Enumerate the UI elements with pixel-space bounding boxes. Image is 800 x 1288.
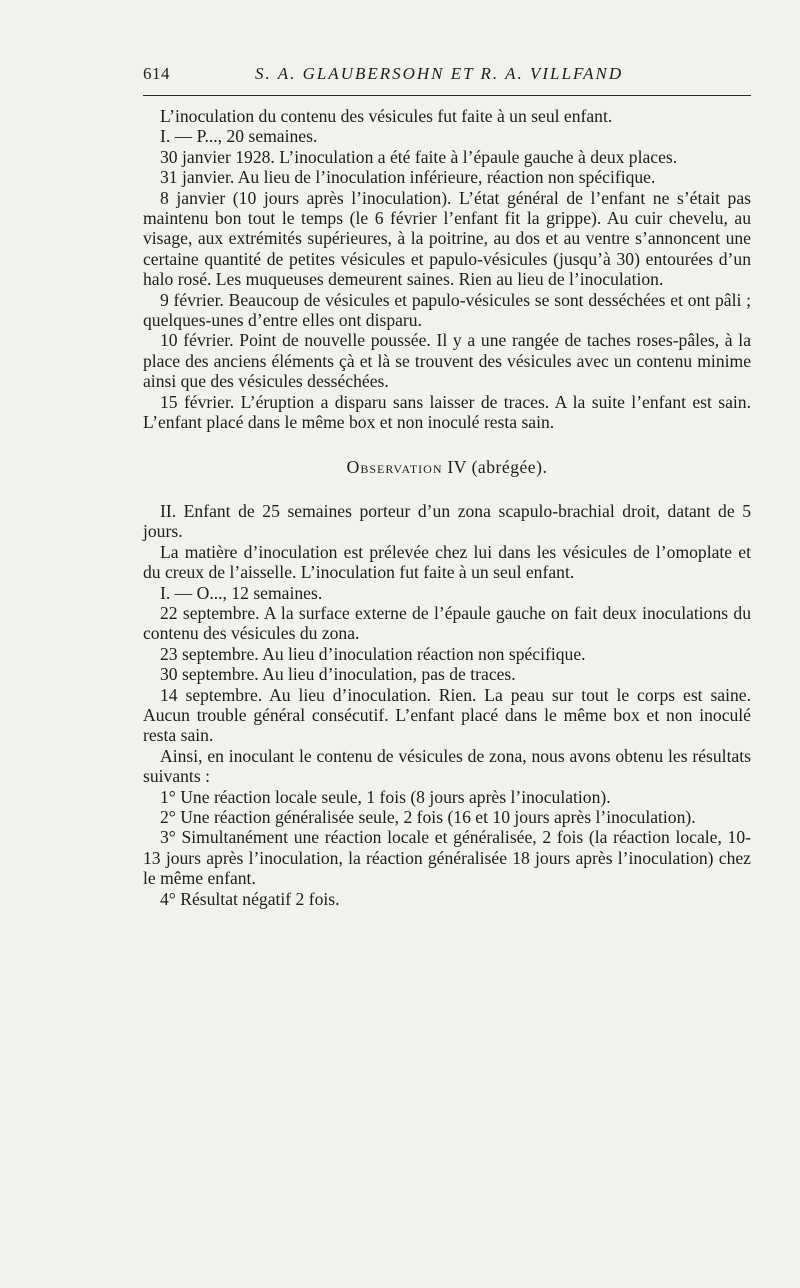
paragraph: 4° Résultat négatif 2 fois. — [160, 888, 340, 909]
paragraph: 10 février. Point de nouvelle poussée. Il y a une rangée de taches roses-pâles, à la place des anciens éléments çà et là se trouvent des vésicules avec un contenu minime ainsi que des vésicules desséchées. — [143, 330, 751, 392]
paragraph: 15 février. L’éruption a disparu sans laisser de traces. A la suite l’enfant est sain. L’enfant placé dans le même box et non inoculé resta sain. — [143, 391, 751, 433]
paragraph: 9 février. Beaucoup de vésicules et papulo-vésicules se sont desséchées et ont pâli ; quelques-unes d’entre elles ont disparu. — [143, 289, 751, 331]
document-page — [143, 58, 753, 909]
paragraph: 31 janvier. Au lieu de l’inoculation inférieure, réaction non spécifique. — [160, 167, 656, 188]
paragraph: I. — O..., 12 semaines. — [160, 582, 323, 603]
paragraph: Ainsi, en inoculant le contenu de vésicules de zona, nous avons obtenu les résultats suivants : — [143, 745, 751, 787]
paragraph: 2° Une réaction généralisée seule, 2 fois (16 et 10 jours après l’inoculation). — [160, 807, 696, 827]
paragraph: 14 septembre. Au lieu d’inoculation. Rien. La peau sur tout le corps est saine. Aucun trouble général consécutif. L’enfant placé dans le même box et non inoculé resta sain. — [143, 684, 751, 746]
paragraph: L’inoculation du contenu des vésicules fut faite à un seul enfant. — [160, 106, 613, 126]
paragraph: I. — P..., 20 semaines. — [160, 126, 318, 147]
paragraph: 3° Simultanément une réaction locale et généralisée, 2 fois (la réaction locale, 10-13 jours après l’inoculation, la réaction généralisée 18 jours après l’inoculation) chez le même enfant. — [143, 827, 751, 889]
page-header — [143, 58, 753, 86]
header-rule — [143, 95, 751, 96]
paragraph: II. Enfant de 25 semaines porteur d’un zona scapulo-brachial droit, datant de 5 jours. — [143, 500, 751, 542]
page-number: 614 — [143, 64, 170, 83]
body-text — [143, 106, 751, 909]
observation-label: Observation — [346, 456, 443, 477]
paragraph: La matière d’inoculation est prélevée chez lui dans les vésicules de l’omoplate et du creux de l’aisselle. L’inoculation fut faite à un seul enfant. — [143, 541, 751, 583]
paragraph: 30 janvier 1928. L’inoculation a été faite à l’épaule gauche à deux places. — [160, 146, 678, 167]
observation-note: (abrégée). — [471, 456, 548, 477]
paragraph: 23 septembre. Au lieu d’inoculation réaction non spécifique. — [160, 643, 586, 664]
paragraph: 8 janvier (10 jours après l’inoculation). L’état général de l’enfant ne s’était pas maintenu bon tout le temps (le 6 février l’enfant fit la grippe). Au cuir chevelu, au visage, aux extrémités supérieures, à la poitrine, au dos et au ventre s’annoncent une certaine quantité de petites vésicules et papulo-vésicules (jusqu’à 30) entourées d’un halo rosé. Les muqueuses demeurent saines. Rien au lieu de l’inoculation. — [143, 187, 751, 290]
running-head: S. A. GLAUBERSOHN ET R. A. VILLFAND — [255, 64, 624, 83]
observation-number: IV — [447, 456, 467, 477]
paragraph: 22 septembre. A la surface externe de l’épaule gauche on fait deux inoculations du contenu des vésicules du zona. — [143, 602, 751, 644]
paragraph: 1° Une réaction locale seule, 1 fois (8 jours après l’inoculation). — [160, 786, 611, 807]
observation-heading — [143, 457, 751, 477]
paragraph: 30 septembre. Au lieu d’inoculation, pas de traces. — [160, 664, 516, 685]
